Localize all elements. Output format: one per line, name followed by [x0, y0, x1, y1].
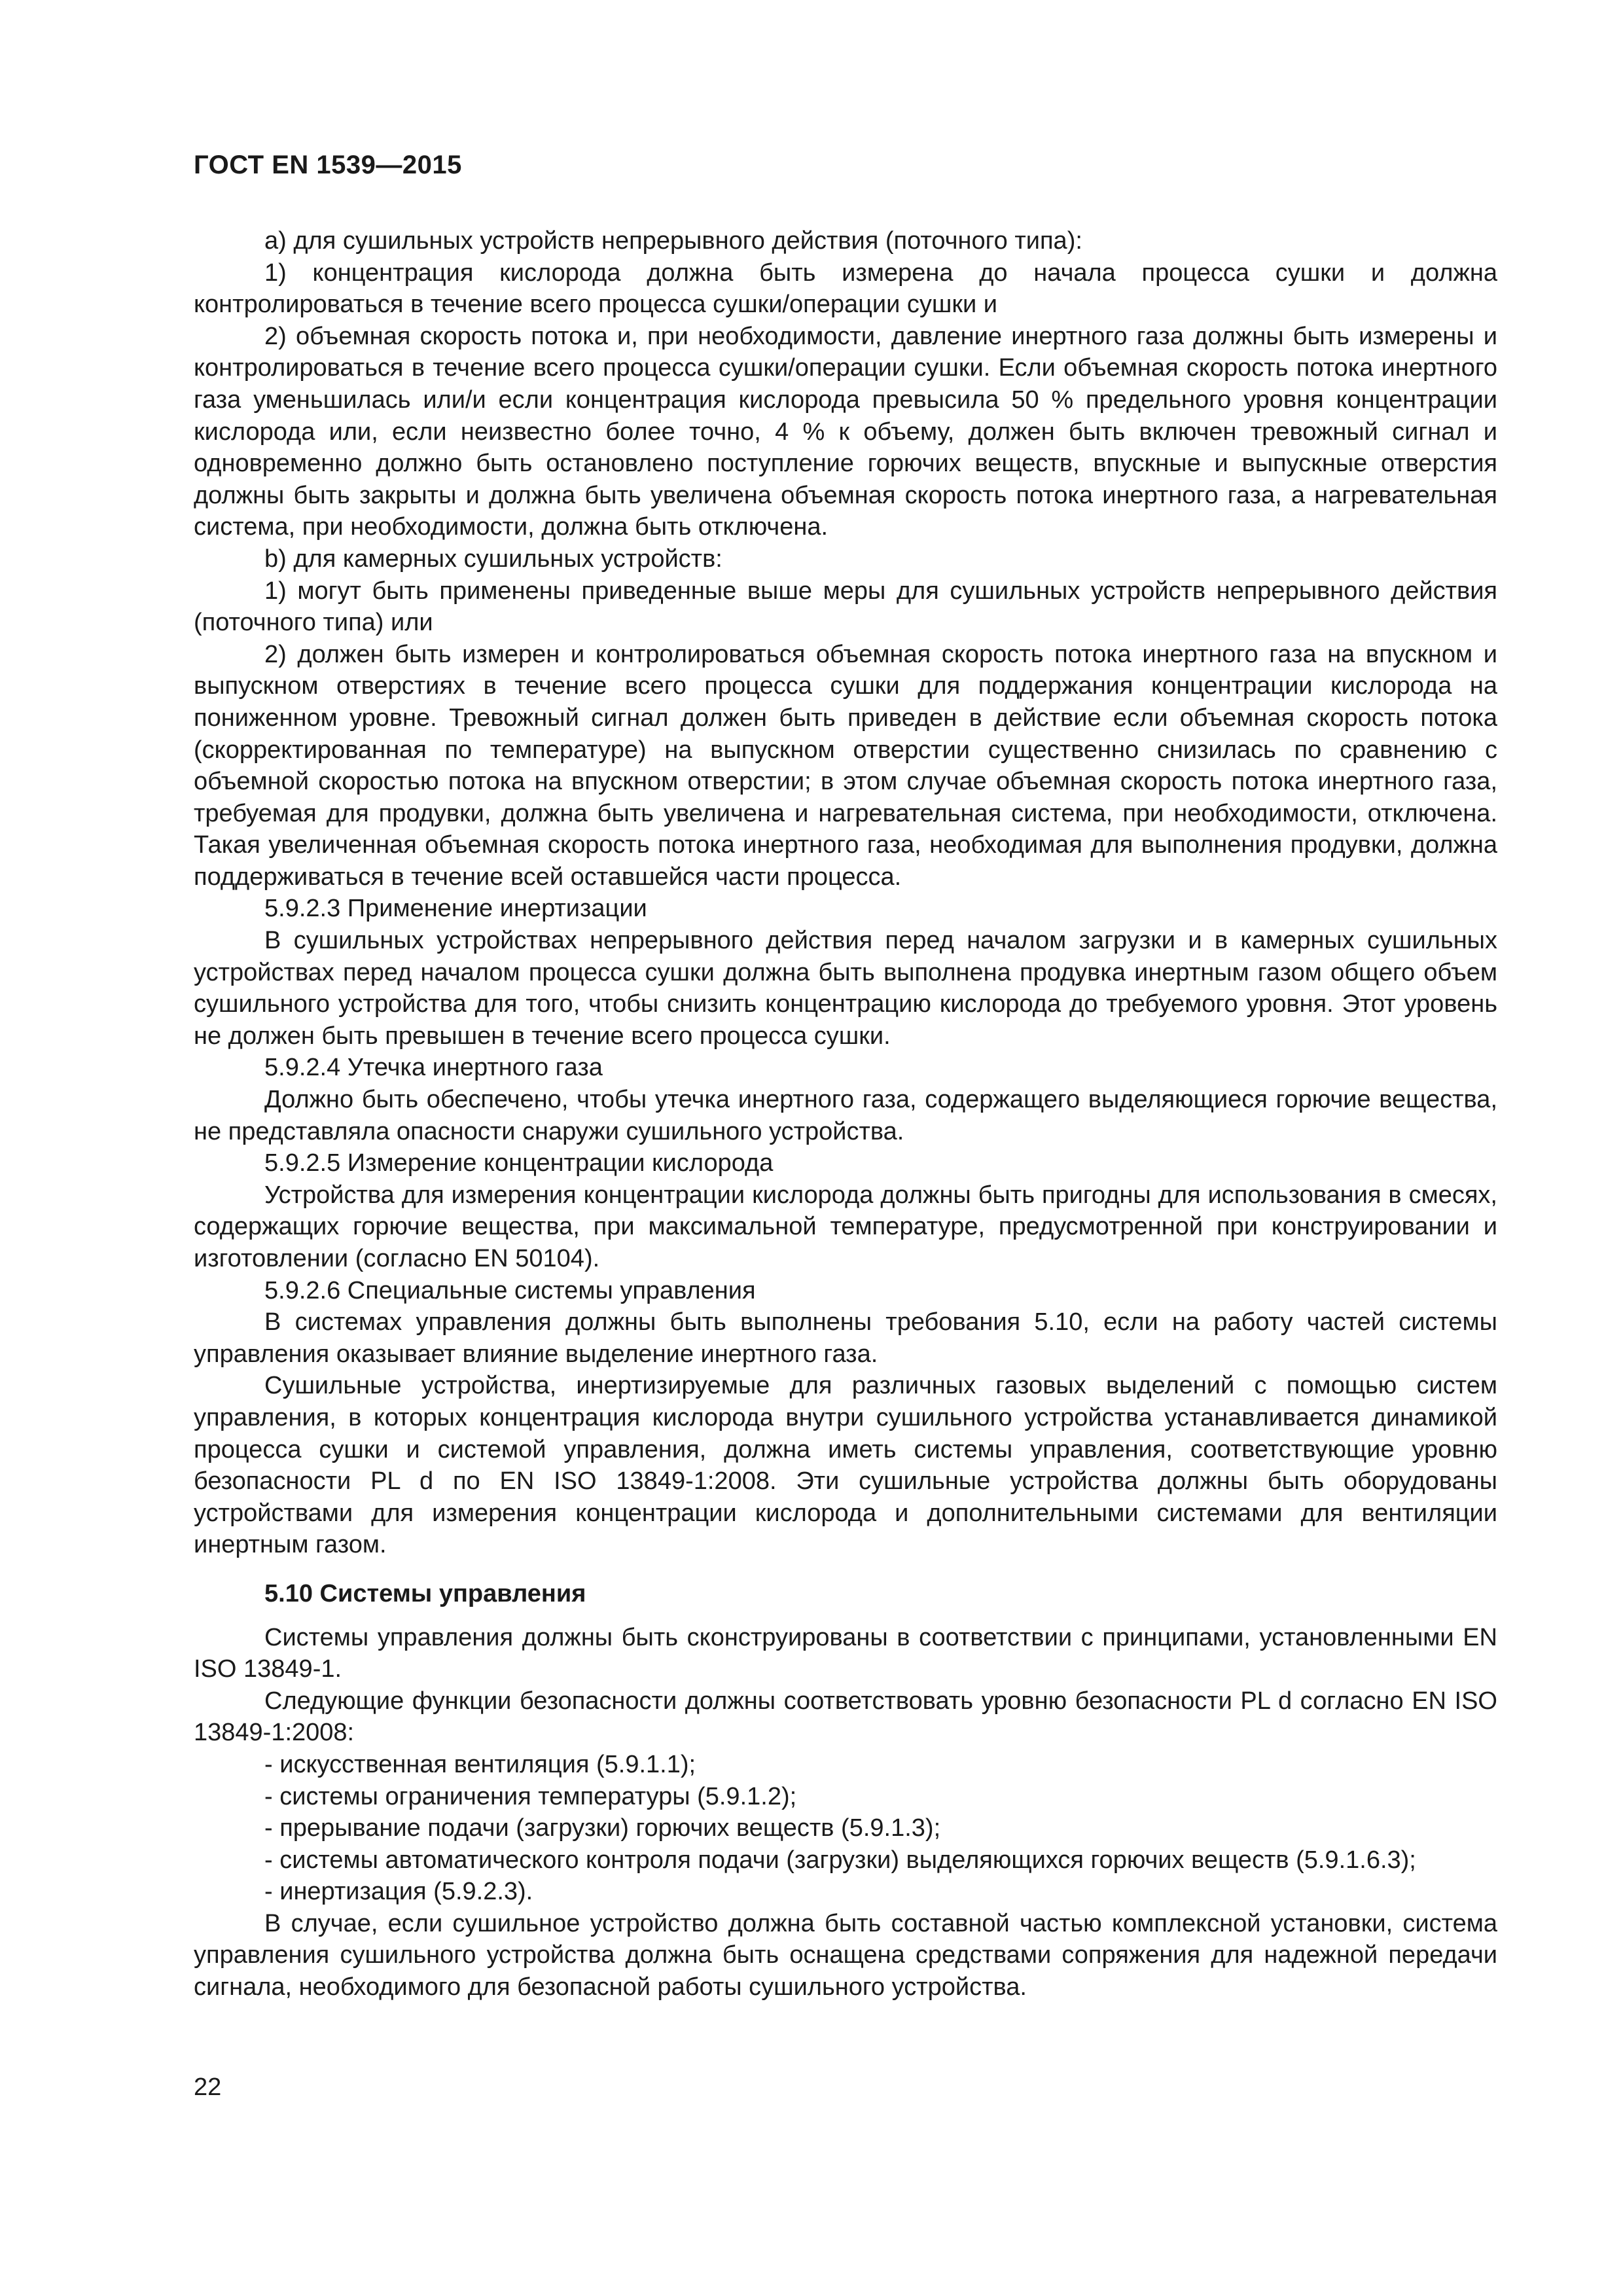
- paragraph: В случае, если сушильное устройство должна быть составной частью комплексной установки, система управления сушильного устройства должна быть оснащена средствами сопряжения для надежной передачи сигнала, необходимого для безопасной работы сушильного устройства.: [194, 1909, 1497, 2001]
- section-heading: 5.10 Системы управления: [264, 1579, 586, 1607]
- paragraph: Устройства для измерения концентрации кислорода должны быть пригодны для использования в смесях, содержащих горючие вещества, при максимальной температуре, предусмотренной при конструировании и изготовлении (согласно EN 50104).: [194, 1181, 1497, 1272]
- paragraph: В системах управления должны быть выполнены требования 5.10, если на работу частей системы управления оказывает влияние выделение инертного газа.: [194, 1308, 1497, 1368]
- paragraph: а) для сушильных устройств непрерывного действия (поточного типа):: [264, 227, 1082, 255]
- subsection-title: 5.9.2.6 Специальные системы управления: [264, 1276, 756, 1304]
- paragraph: 2) должен быть измерен и контролироваться объемная скорость потока инертного газа на впускном и выпускном отверстиях в течение всего процесса сушки для поддержания концентрации кислорода на пониженном уровне. Тревожный сигнал должен быть приведен в действие если объемная скорость потока (скорректированная по температуре) на выпускном отверстии существенно снизилась по сравнению с объемной скоростью потока на впускном отверстии; в этом случае объемная скорость потока инертного газа, требуемая для продувки, должна быть увеличена и нагревательная система, при необходимости, отключена. Такая увеличенная объемная скорость потока инертного газа, необходимая для выполнения продувки, должна поддерживаться в течение всей оставшейся части процесса.: [194, 640, 1497, 891]
- subsection-title: 5.9.2.3 Применение инертизации: [264, 895, 647, 923]
- list-item: - инертизация (5.9.2.3).: [264, 1878, 533, 1906]
- paragraph: Системы управления должны быть сконструированы в соответствии с принципами, установленными EN ISO 13849-1.: [194, 1623, 1497, 1683]
- list-item: - системы автоматического контроля подачи (загрузки) выделяющихся горючих веществ (5.9.1.6.3);: [264, 1846, 1416, 1874]
- subsection-title: 5.9.2.4 Утечка инертного газа: [264, 1054, 603, 1082]
- paragraph: 1) могут быть применены приведенные выше меры для сушильных устройств непрерывного действия (поточного типа) или: [194, 577, 1497, 637]
- document-header: ГОСТ EN 1539—2015: [194, 151, 462, 179]
- paragraph: 1) концентрация кислорода должна быть измерена до начала процесса сушки и должна контролироваться в течение всего процесса сушки/операции сушки и: [194, 259, 1497, 319]
- document-body: [194, 225, 1497, 2003]
- subsection-title: 5.9.2.5 Измерение концентрации кислорода: [264, 1149, 774, 1177]
- list-item: - искусственная вентиляция (5.9.1.1);: [264, 1750, 696, 1778]
- page-number: 22: [194, 2073, 222, 2101]
- paragraph: В сушильных устройствах непрерывного действия перед началом загрузки и в камерных сушильных устройствах перед началом процесса сушки должна быть выполнена продувка инертным газом общего объем сушильного устройства для того, чтобы снизить концентрацию кислорода до требуемого уровня. Этот уровень не должен быть превышен в течение всего процесса сушки.: [194, 927, 1497, 1050]
- paragraph: Сушильные устройства, инертизируемые для различных газовых выделений с помощью систем управления, в которых концентрация кислорода внутри сушильного устройства устанавливается динамикой процесса сушки и системой управления, должна иметь системы управления, соответствующие уровню безопасности PL d по EN ISO 13849-1:2008. Эти сушильные устройства должны быть оборудованы устройствами для измерения концентрации кислорода и дополнительными системами для вентиляции инертным газом.: [194, 1372, 1497, 1559]
- paragraph: b) для камерных сушильных устройств:: [264, 545, 722, 573]
- paragraph: Должно быть обеспечено, чтобы утечка инертного газа, содержащего выделяющиеся горючие вещества, не представляла опасности снаружи сушильного устройства.: [194, 1086, 1497, 1145]
- paragraph: 2) объемная скорость потока и, при необходимости, давление инертного газа должны быть измерены и контролироваться в течение всего процесса сушки/операции сушки. Если объемная скорость потока инертного газа уменьшилась или/и если концентрация кислорода превысила 50 % предельного уровня концентрации кислорода или, если неизвестно более точно, 4 % к объему, должен быть включен тревожный сигнал и одновременно должно быть остановлено поступление горючих веществ, впускные и выпускные отверстия должны быть закрыты и должна быть увеличена объемная скорость потока инертного газа, а нагревательная система, при необходимости, должна быть отключена.: [194, 322, 1497, 541]
- list-item: - прерывание подачи (загрузки) горючих веществ (5.9.1.3);: [264, 1814, 941, 1842]
- list-item: - системы ограничения температуры (5.9.1.2);: [264, 1782, 797, 1810]
- paragraph: Следующие функции безопасности должны соответствовать уровню безопасности PL d согласно EN ISO 13849-1:2008:: [194, 1687, 1497, 1747]
